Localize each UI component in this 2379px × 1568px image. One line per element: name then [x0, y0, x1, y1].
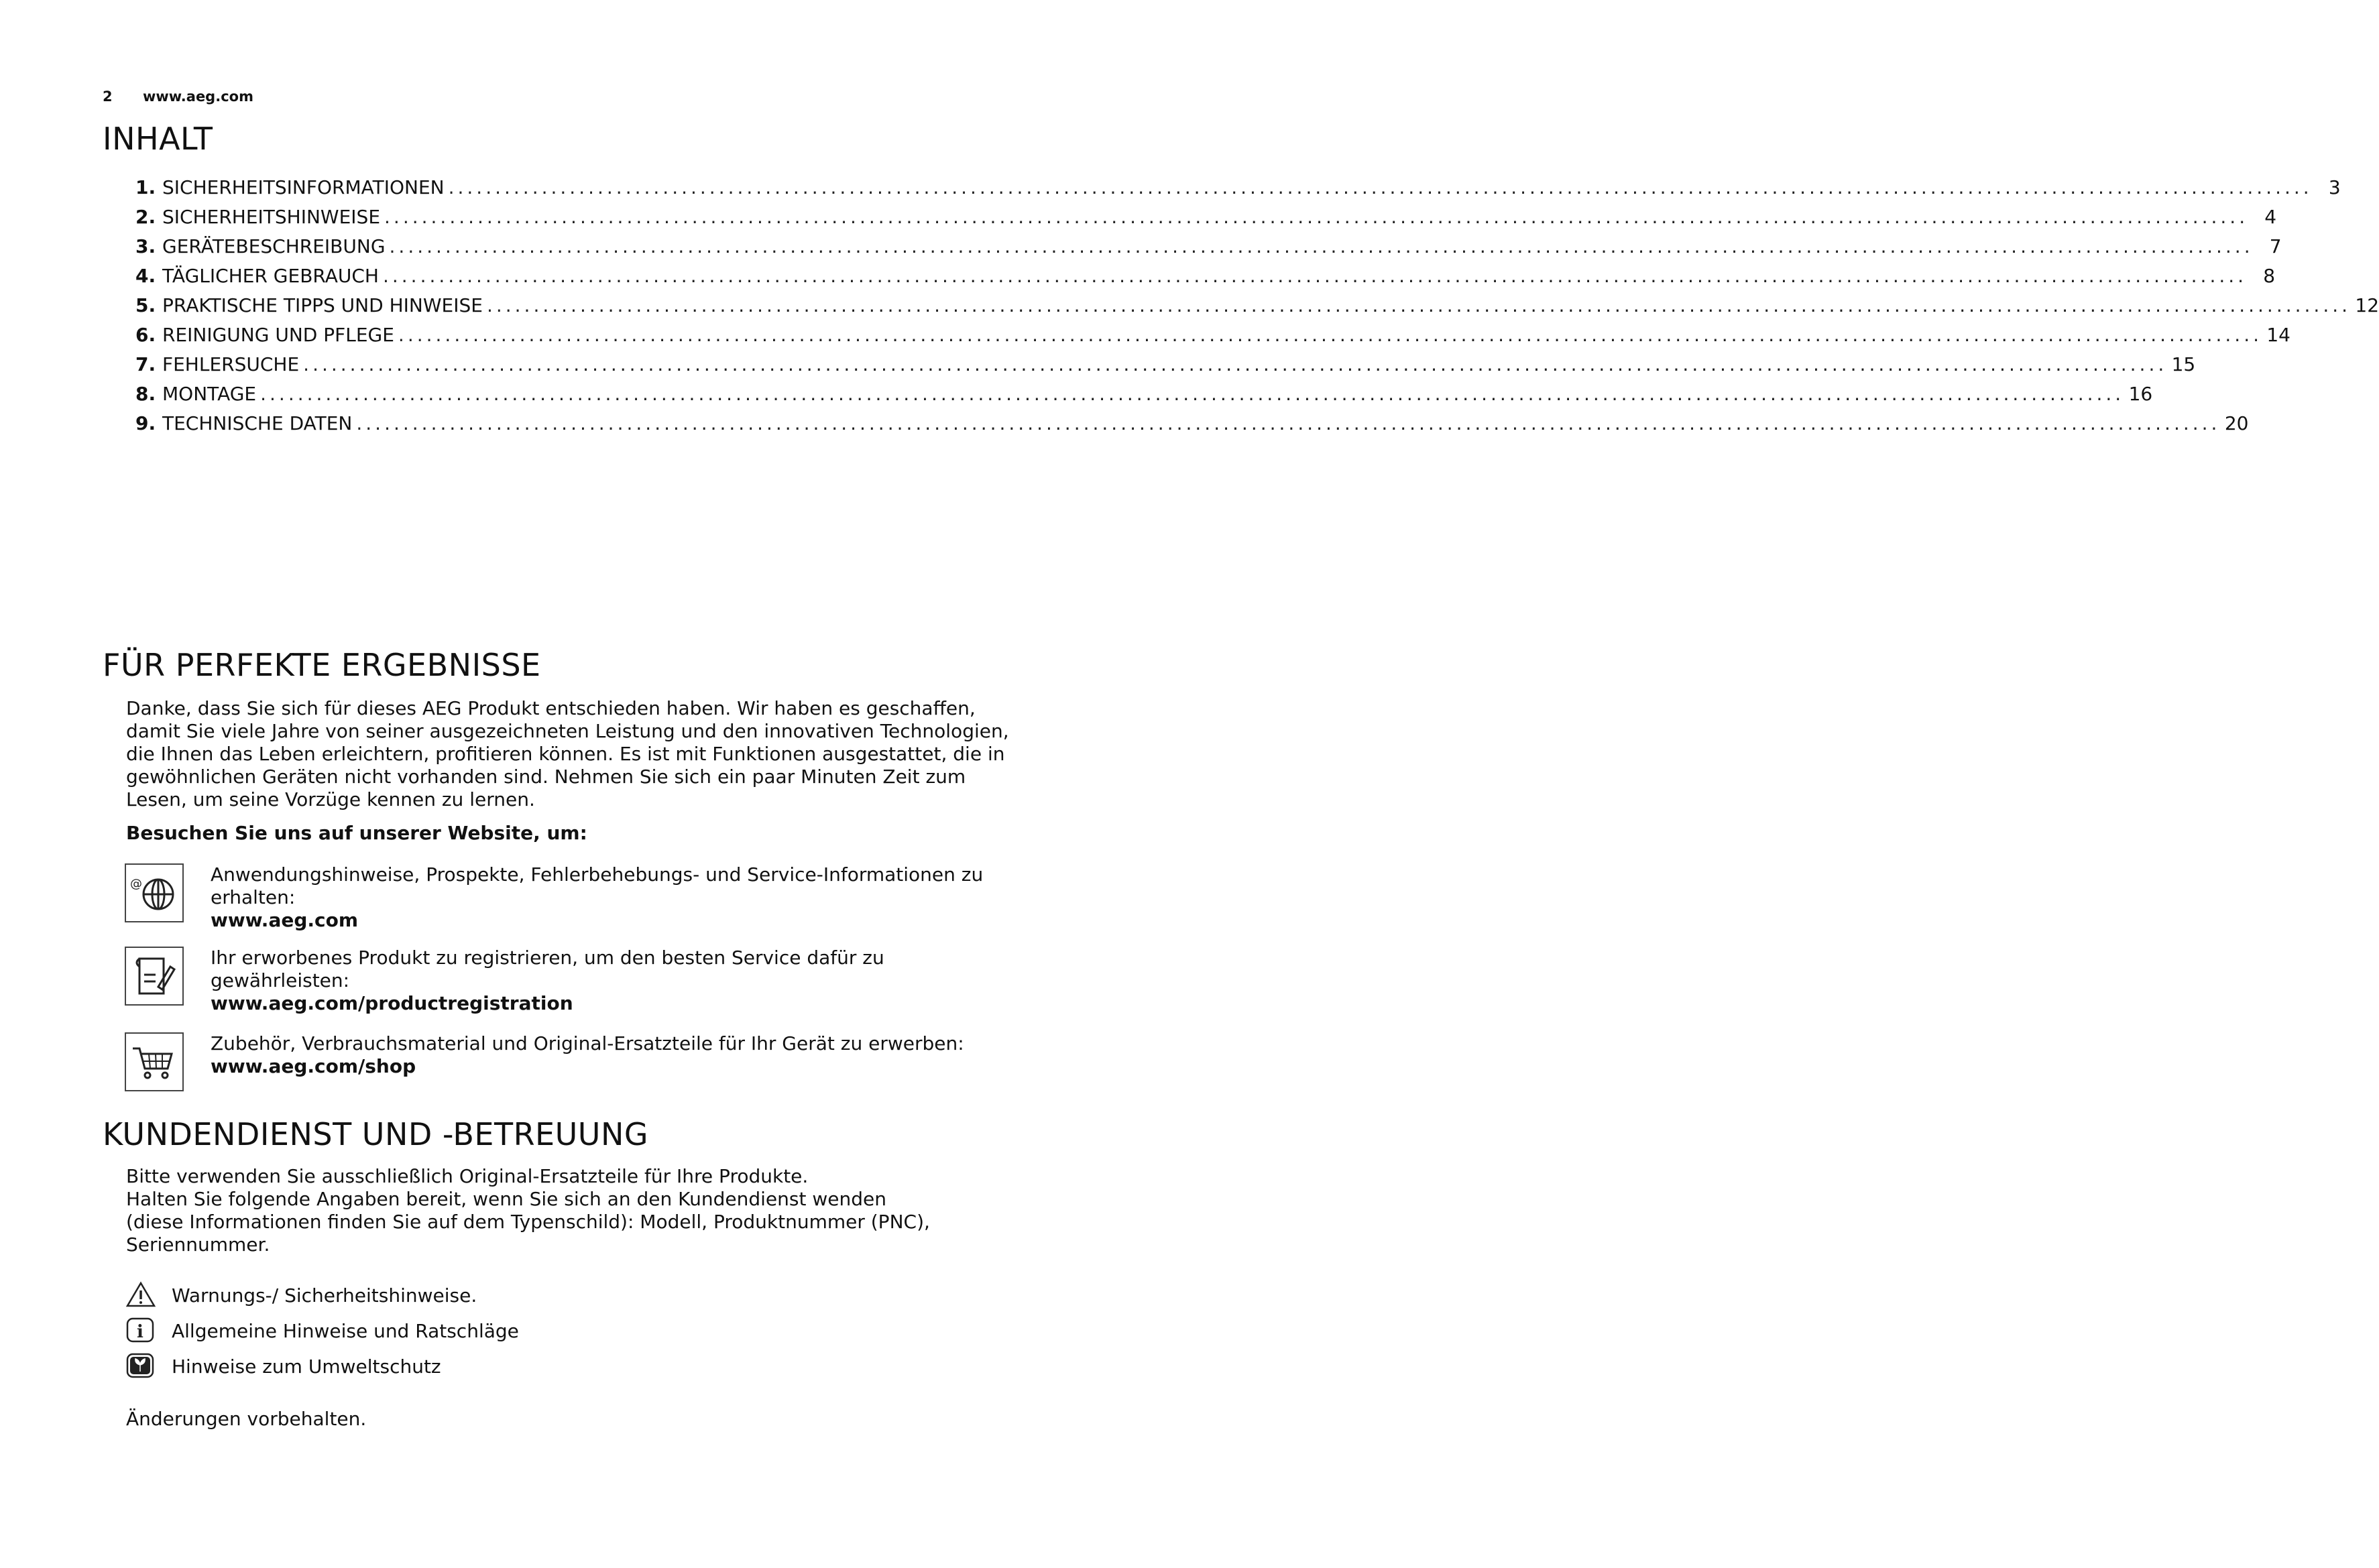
- toc-entry[interactable]: [135, 265, 2276, 294]
- toc-entry-page: 8: [2263, 265, 2276, 287]
- legend-text: Warnungs-/ Sicherheitshinweise.: [172, 1284, 477, 1307]
- toc-entry[interactable]: [135, 206, 2277, 235]
- environment-icon: [125, 1351, 157, 1380]
- visit-item-text: Zubehör, Verbrauchsmaterial und Original-Ersatzteile für Ihr Gerät zu erwerben:: [211, 1032, 964, 1054]
- toc-entry-label: PRAKTISCHE TIPPS UND HINWEISE: [162, 294, 483, 316]
- toc-leader-dots: ........................................................................................................................................................................................................: [356, 412, 2221, 434]
- toc-entry-page: 7: [2269, 235, 2282, 257]
- toc-entry[interactable]: [135, 294, 2379, 324]
- legend-item-environment: [125, 1351, 594, 1381]
- toc-entry-number: 9.: [135, 412, 156, 434]
- toc-entry-number: 6.: [135, 324, 156, 346]
- toc-entry-label: TÄGLICHER GEBRAUCH: [162, 265, 379, 287]
- toc-entry[interactable]: [135, 324, 2290, 353]
- legend-text: Hinweise zum Umweltschutz: [172, 1355, 441, 1378]
- toc-entry-page: 4: [2264, 206, 2277, 228]
- toc-entry-page: 12: [2355, 294, 2379, 316]
- toc-leader-dots: ........................................................................................................................................................................................................: [486, 294, 2352, 316]
- toc-leader-dots: ........................................................................................................................................................................................................: [448, 176, 2313, 198]
- toc-entry-number: 3.: [135, 235, 156, 257]
- toc-leader-dots: ........................................................................................................................................................................................................: [260, 383, 2125, 405]
- table-of-contents: [135, 176, 2379, 442]
- warning-icon: [125, 1280, 157, 1309]
- website-link[interactable]: www.aeg.com: [142, 88, 253, 105]
- svg-text:i: i: [137, 1322, 143, 1342]
- globe-icon: [125, 863, 184, 922]
- legend-item-warning: [125, 1280, 594, 1310]
- intro-paragraph: Danke, dass Sie sich für dieses AEG Produkt entschieden haben. Wir haben es geschaffen, damit Sie viele Jahre von seiner ausgezeichneten Leistung und den innovativen Technologien, die Ihnen das Leben erleichtern, profitieren können. Es ist mit Funktionen ausgestattet, die in gewöhnlichen Geräten nicht vorhanden sind. Nehmen Sie sich ein paar Minuten Zeit zum Lesen, um seine Vorzüge kennen zu lernen.: [126, 697, 1009, 810]
- page-header: [103, 88, 253, 105]
- toc-entry-page: 15: [2171, 353, 2196, 375]
- visit-item-text: Ihr erworbenes Produkt zu registrieren, um den besten Service dafür zu gewährleisten:: [211, 947, 884, 991]
- visit-heading: Besuchen Sie uns auf unserer Website, um:: [126, 822, 587, 844]
- toc-title: INHALT: [103, 121, 213, 157]
- toc-entry-label: MONTAGE: [162, 383, 257, 405]
- service-paragraph: [126, 1165, 1018, 1256]
- toc-entry-page: 3: [2328, 176, 2341, 198]
- toc-entry[interactable]: [135, 412, 2249, 442]
- toc-leader-dots: ........................................................................................................................................................................................................: [382, 265, 2248, 287]
- service-line: Halten Sie folgende Angaben bereit, wenn Sie sich an den Kundendienst wenden (diese Informationen finden Sie auf dem Typenschild): Modell, Produktnummer (PNC), Seriennummer.: [126, 1188, 930, 1256]
- toc-entry-label: FEHLERSUCHE: [162, 353, 300, 375]
- product-registration-link[interactable]: www.aeg.com/productregistration: [211, 992, 573, 1014]
- shopping-cart-icon: [125, 1032, 184, 1091]
- toc-entry-label: TECHNISCHE DATEN: [162, 412, 353, 434]
- legend-item-info: [125, 1316, 594, 1345]
- section-title-perfect: FÜR PERFEKTE ERGEBNISSE: [103, 647, 541, 683]
- shop-link[interactable]: www.aeg.com/shop: [211, 1055, 416, 1077]
- toc-entry-number: 4.: [135, 265, 156, 287]
- toc-leader-dots: ........................................................................................................................................................................................................: [389, 235, 2254, 257]
- service-line: Bitte verwenden Sie ausschließlich Original-Ersatzteile für Ihre Produkte.: [126, 1165, 809, 1187]
- toc-entry-page: 14: [2266, 324, 2290, 346]
- toc-entry-label: REINIGUNG UND PFLEGE: [162, 324, 394, 346]
- toc-leader-dots: ........................................................................................................................................................................................................: [303, 353, 2168, 375]
- info-icon: [125, 1316, 157, 1344]
- toc-entry-number: 8.: [135, 383, 156, 405]
- section-title-service: KUNDENDIENST UND -BETREUUNG: [103, 1116, 649, 1152]
- website-link[interactable]: www.aeg.com: [211, 909, 359, 931]
- toc-entry-page: 20: [2224, 412, 2249, 434]
- visit-item-text: Anwendungshinweise, Prospekte, Fehlerbehebungs- und Service-Informationen zu erhalten:: [211, 863, 984, 908]
- toc-leader-dots: ........................................................................................................................................................................................................: [398, 324, 2262, 346]
- registration-icon: [125, 947, 184, 1006]
- toc-leader-dots: ........................................................................................................................................................................................................: [384, 206, 2249, 228]
- changes-note: Änderungen vorbehalten.: [126, 1408, 367, 1430]
- toc-entry-label: SICHERHEITSINFORMATIONEN: [162, 176, 445, 198]
- toc-entry-label: GERÄTEBESCHREIBUNG: [162, 235, 386, 257]
- toc-entry-label: SICHERHEITSHINWEISE: [162, 206, 381, 228]
- legend-text: Allgemeine Hinweise und Ratschläge: [172, 1320, 519, 1342]
- toc-entry-number: 2.: [135, 206, 156, 228]
- toc-entry-number: 1.: [135, 176, 156, 198]
- toc-entry[interactable]: [135, 353, 2196, 383]
- toc-entry-number: 7.: [135, 353, 156, 375]
- page-number: 2: [103, 88, 113, 105]
- svg-text:@: @: [130, 877, 142, 891]
- toc-entry[interactable]: [135, 383, 2153, 412]
- toc-entry-number: 5.: [135, 294, 156, 316]
- toc-entry-page: 16: [2128, 383, 2153, 405]
- toc-entry[interactable]: [135, 235, 2282, 265]
- toc-entry[interactable]: [135, 176, 2341, 206]
